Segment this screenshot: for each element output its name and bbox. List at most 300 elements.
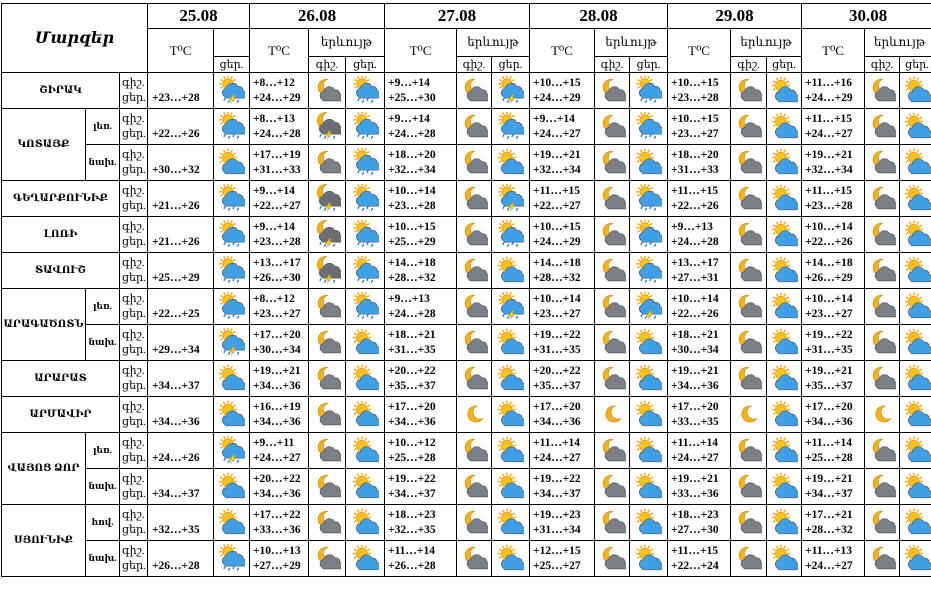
temperature-day1: +21…+26: [148, 217, 214, 253]
sun-cloud-rain-icon: [218, 292, 245, 322]
temperature-range: [668, 181, 731, 217]
temperature-range: [530, 181, 595, 217]
moon-cloud-icon: [735, 220, 762, 250]
temperature-range: [530, 505, 595, 541]
night-temperature: +18…+20: [388, 148, 436, 161]
weather-icon: [309, 397, 346, 433]
day-temperature: +31…+35: [533, 343, 581, 356]
night-temperature: +9…+11: [253, 436, 295, 449]
weather-icon: [900, 505, 931, 541]
temperature-day1: +34…+37: [148, 361, 214, 397]
temperature-day1: +23…+28: [148, 73, 214, 109]
weather-icon: [492, 397, 530, 433]
moon-cloud-icon: [735, 148, 762, 178]
day-temperature: +35…+37: [805, 379, 853, 392]
sun-cloud-icon: [904, 112, 931, 142]
weather-icon: [309, 217, 346, 253]
day-temperature: +27…+31: [671, 271, 719, 284]
night-label: գիշ.: [122, 184, 145, 197]
night-temperature: +20…+22: [388, 364, 436, 377]
moon-cloud-icon: [869, 292, 896, 322]
moon-cloud-icon: [314, 436, 341, 466]
weather-icon: [595, 217, 630, 253]
sun-cloud-rain-icon: [635, 220, 662, 250]
weather-icon: [492, 217, 530, 253]
temperature-range: [530, 541, 595, 577]
sun-cloud-rain-icon: [218, 256, 245, 286]
weather-icon: [767, 109, 802, 145]
moon-cloud-icon: [735, 76, 762, 106]
day-temperature: +25…+29: [388, 235, 436, 248]
night-temperature: +16…+19: [253, 400, 301, 413]
day-subheader: ցեր.: [214, 57, 250, 73]
temperature-range: [802, 505, 865, 541]
night-temperature: +13…+17: [253, 256, 301, 269]
night-temperature: +19…+21: [533, 148, 581, 161]
temperature-range: [530, 397, 595, 433]
night-temperature: +19…+21: [671, 364, 719, 377]
moon-cloud-icon: [869, 112, 896, 142]
night-subheader: գիշ.: [731, 57, 767, 73]
day-temperature: +34…+36: [253, 379, 301, 392]
weather-icon: [630, 433, 668, 469]
region-name: ՍՅՈՒՆԻՔ: [2, 505, 86, 577]
night-label: գիշ.: [122, 400, 145, 413]
weather-icon: [457, 505, 492, 541]
sun-cloud-rain-icon: [352, 220, 379, 250]
sun-cloud-icon: [904, 220, 931, 250]
temperature-day1: +21…+26: [148, 181, 214, 217]
weather-icon: [900, 361, 931, 397]
temperature-range: [385, 289, 457, 325]
sun-cloud-icon: [635, 436, 662, 466]
weather-icon: [595, 541, 630, 577]
temperature-range: [385, 361, 457, 397]
temperature-range: [668, 253, 731, 289]
night-day-label: [120, 145, 148, 181]
subregion-label: լեռ.: [86, 109, 120, 145]
night-temperature: +19…+23: [533, 508, 581, 521]
moon-cloud-icon: [869, 544, 896, 574]
temperature-range: [668, 361, 731, 397]
moon-cloud-icon: [314, 148, 341, 178]
table-row: [2, 433, 931, 469]
table-row: [2, 253, 931, 289]
day-temperature: +30…+34: [253, 343, 301, 356]
sun-cloud-rain-icon: [218, 184, 245, 214]
weather-icon: [595, 253, 630, 289]
sun-cloud-icon: [771, 184, 798, 214]
sun-cloud-rain-icon: [497, 112, 524, 142]
temperature-range: [530, 325, 595, 361]
weather-icon: [214, 469, 250, 505]
day-temperature: +34…+36: [253, 487, 301, 500]
night-subheader: գիշ.: [457, 57, 492, 73]
night-temperature: +19…+21: [805, 472, 853, 485]
temp-column-header: T⁰C: [250, 29, 309, 73]
weather-icon: [309, 289, 346, 325]
temperature-range: [530, 145, 595, 181]
day-temperature: +28…+32: [388, 271, 436, 284]
night-label: գիշ.: [122, 508, 145, 521]
table-row: [2, 505, 931, 541]
day-temperature: +22…+27: [253, 199, 301, 212]
weather-icon: [309, 325, 346, 361]
sun-cloud-icon: [218, 364, 245, 394]
weather-icon: [309, 253, 346, 289]
region-name: ԼՈՌԻ: [2, 217, 120, 253]
sun-cloud-rain-icon: [635, 76, 662, 106]
night-temperature: +17…+20: [805, 400, 853, 413]
weather-icon: [492, 73, 530, 109]
weather-icon: [865, 361, 900, 397]
weather-icon: [767, 469, 802, 505]
subregion-label: նախ.: [86, 325, 120, 361]
day-temperature: +34…+36: [805, 415, 853, 428]
weather-icon: [346, 145, 385, 181]
sun-cloud-rain-storm-icon: [497, 76, 524, 106]
night-temperature: +17…+22: [253, 508, 301, 521]
night-temperature: +10…+14: [533, 292, 581, 305]
day-label: ցեր.: [122, 235, 146, 248]
moon-cloud-icon: [461, 472, 488, 502]
day-temperature: +34…+37: [388, 487, 436, 500]
region-column-header: Մարզեր: [2, 4, 148, 73]
night-temperature: +19…+21: [805, 148, 853, 161]
temperature-range: [668, 397, 731, 433]
sun-cloud-icon: [497, 472, 524, 502]
day-temperature: +23…+28: [253, 235, 301, 248]
moon-cloud-icon: [869, 472, 896, 502]
temperature-day1: +22…+26: [148, 109, 214, 145]
temperature-day1: +26…+28: [148, 541, 214, 577]
night-temperature: +10…+15: [671, 76, 719, 89]
sun-cloud-icon: [497, 148, 524, 178]
sun-cloud-icon: [771, 544, 798, 574]
weather-icon: [214, 109, 250, 145]
temperature-day1: +29…+34: [148, 325, 214, 361]
day-temperature: +25…+28: [388, 451, 436, 464]
date-header: 27.08: [385, 4, 530, 29]
moon-icon: [869, 400, 896, 430]
weather-icon: [457, 397, 492, 433]
weather-icon: [595, 181, 630, 217]
weather-icon: [900, 325, 931, 361]
moon-icon: [735, 400, 762, 430]
night-temperature: +18…+20: [671, 148, 719, 161]
weather-icon: [595, 505, 630, 541]
day-temperature: +32…+35: [388, 523, 436, 536]
date-header: 25.08: [148, 4, 250, 29]
night-subheader: գիշ.: [865, 57, 900, 73]
night-temperature: +18…+21: [671, 328, 719, 341]
moon-cloud-icon: [735, 544, 762, 574]
weather-icon: [492, 433, 530, 469]
sun-cloud-rain-icon: [352, 148, 379, 178]
night-temperature: +14…+18: [805, 256, 853, 269]
night-temperature: +19…+22: [388, 472, 436, 485]
sun-cloud-icon: [904, 256, 931, 286]
day-temperature: +25…+28: [805, 451, 853, 464]
weather-icon: [767, 541, 802, 577]
moon-cloud-icon: [869, 328, 896, 358]
moon-cloud-storm-icon: [314, 112, 341, 142]
temperature-range: [250, 73, 309, 109]
sun-cloud-icon: [497, 328, 524, 358]
day-temperature: +24…+27: [805, 559, 853, 572]
moon-cloud-icon: [599, 472, 626, 502]
weather-icon: [457, 289, 492, 325]
weather-icon: [346, 541, 385, 577]
moon-cloud-icon: [599, 544, 626, 574]
moon-cloud-icon: [599, 328, 626, 358]
sun-cloud-rain-storm-icon: [635, 292, 662, 322]
day-temperature: +25…+30: [388, 91, 436, 104]
day-temperature: +27…+30: [671, 523, 719, 536]
night-temperature: +9…+13: [388, 292, 430, 305]
weather-icon: [214, 541, 250, 577]
day-temperature: +35…+37: [388, 379, 436, 392]
weather-icon: [457, 217, 492, 253]
sun-cloud-icon: [218, 400, 245, 430]
night-label: գիշ.: [122, 292, 145, 305]
sun-cloud-icon: [635, 328, 662, 358]
moon-cloud-icon: [314, 364, 341, 394]
weather-icon: [214, 361, 250, 397]
night-temperature: +8…+12: [253, 76, 295, 89]
night-day-label: [120, 73, 148, 109]
weather-icon: [865, 217, 900, 253]
night-temperature: +11…+15: [805, 184, 853, 197]
forecast-table: [1, 3, 931, 577]
temperature-range: [250, 541, 309, 577]
night-temperature: +19…+22: [805, 328, 853, 341]
night-label: գիշ.: [122, 364, 145, 377]
temperature-range: [668, 289, 731, 325]
date-header: 28.08: [530, 4, 668, 29]
temperature-range: [250, 361, 309, 397]
weather-icon: [900, 73, 931, 109]
day-temperature: +31…+33: [671, 163, 719, 176]
weather-icon: [492, 505, 530, 541]
moon-cloud-icon: [869, 76, 896, 106]
weather-icon: [630, 289, 668, 325]
sun-cloud-icon: [497, 544, 524, 574]
day-temperature: +23…+28: [671, 91, 719, 104]
day-temperature: +25…+27: [533, 559, 581, 572]
weather-icon: [865, 505, 900, 541]
moon-cloud-icon: [735, 472, 762, 502]
weather-icon: [865, 73, 900, 109]
moon-cloud-icon: [735, 436, 762, 466]
weather-icon: [309, 433, 346, 469]
night-temperature: +9…+14: [388, 112, 430, 125]
day-temperature: +23…+28: [805, 199, 853, 212]
sun-cloud-rain-icon: [635, 256, 662, 286]
weather-icon: [214, 181, 250, 217]
weather-icon: [346, 289, 385, 325]
temperature-range: [385, 145, 457, 181]
weather-icon: [457, 541, 492, 577]
moon-cloud-icon: [735, 508, 762, 538]
night-subheader: գիշ.: [595, 57, 630, 73]
sun-cloud-icon: [771, 508, 798, 538]
weather-icon: [865, 181, 900, 217]
day-temperature: +23…+27: [671, 127, 719, 140]
night-label: գիշ.: [122, 472, 145, 485]
day-temperature: +34…+36: [671, 379, 719, 392]
day-temperature: +22…+27: [533, 199, 581, 212]
day-temperature: +22…+26: [671, 307, 719, 320]
date-header: 26.08: [250, 4, 385, 29]
sun-cloud-icon: [497, 400, 524, 430]
night-temperature: +10…+12: [388, 436, 436, 449]
night-temperature: +11…+14: [388, 544, 435, 557]
night-temperature: +11…+14: [671, 436, 719, 449]
weather-icon: [900, 253, 931, 289]
weather-icon: [595, 469, 630, 505]
sun-cloud-icon: [352, 544, 379, 574]
sun-cloud-icon: [635, 400, 662, 430]
moon-cloud-icon: [314, 292, 341, 322]
temperature-range: [250, 217, 309, 253]
sun-cloud-icon: [771, 292, 798, 322]
weather-icon: [457, 181, 492, 217]
weather-icon: [767, 505, 802, 541]
weather-icon: [457, 253, 492, 289]
moon-cloud-storm-icon: [314, 184, 341, 214]
day-label: ցեր.: [122, 415, 146, 428]
night-day-label: [120, 361, 148, 397]
night-temperature: +9…+14: [253, 184, 295, 197]
weather-column-header: երևույթ: [309, 29, 385, 57]
region-name: ԳԵՂԱՐՔՈՒՆԻՔ: [2, 181, 120, 217]
weather-icon: [309, 505, 346, 541]
temperature-range: [668, 433, 731, 469]
night-temperature: +10…+15: [671, 112, 719, 125]
moon-cloud-icon: [869, 508, 896, 538]
weather-icon: [214, 505, 250, 541]
weather-icon: [731, 325, 767, 361]
day-temperature: +34…+37: [533, 487, 581, 500]
day-temperature: +26…+29: [805, 271, 853, 284]
weather-icon: [457, 469, 492, 505]
weather-icon: [346, 505, 385, 541]
weather-icon: [595, 145, 630, 181]
sun-cloud-rain-icon: [352, 256, 379, 286]
sun-cloud-rain-icon: [635, 184, 662, 214]
weather-icon: [492, 469, 530, 505]
weather-icon: [900, 217, 931, 253]
table-row: [2, 541, 931, 577]
moon-cloud-icon: [599, 76, 626, 106]
temperature-range: [530, 73, 595, 109]
temperature-range: [802, 289, 865, 325]
moon-cloud-icon: [599, 112, 626, 142]
moon-cloud-icon: [314, 472, 341, 502]
sun-cloud-rain-storm-icon: [497, 184, 524, 214]
region-name: ԱՐԱՐԱՏ: [2, 361, 120, 397]
day-temperature: +34…+36: [533, 415, 581, 428]
weather-icon: [595, 325, 630, 361]
day-temperature: +28…+32: [533, 271, 581, 284]
weather-icon: [457, 73, 492, 109]
night-day-label: [120, 109, 148, 145]
moon-cloud-icon: [461, 148, 488, 178]
temperature-range: [385, 397, 457, 433]
table-row: [2, 145, 931, 181]
weather-column-header: երևույթ: [731, 29, 802, 57]
weather-icon: [595, 109, 630, 145]
weather-icon: [900, 541, 931, 577]
temperature-range: [668, 145, 731, 181]
moon-cloud-icon: [461, 76, 488, 106]
temperature-range: [530, 361, 595, 397]
weather-column-header: երևույթ: [595, 29, 668, 57]
table-row: [2, 181, 931, 217]
night-temperature: +11…+15: [533, 184, 581, 197]
day-temperature: +32…+34: [533, 163, 581, 176]
weather-icon: [767, 145, 802, 181]
night-temperature: +11…+14: [533, 436, 581, 449]
night-temperature: +17…+20: [533, 400, 581, 413]
weather-icon: [309, 541, 346, 577]
temperature-range: [385, 73, 457, 109]
sun-cloud-icon: [904, 328, 931, 358]
temperature-range: [802, 469, 865, 505]
night-day-label: [120, 181, 148, 217]
weather-icon: [731, 541, 767, 577]
weather-icon: [214, 289, 250, 325]
sun-cloud-icon: [904, 292, 931, 322]
region-name: ՎԱՅՈՑ ՁՈՐ: [2, 433, 86, 505]
weather-icon: [900, 433, 931, 469]
weather-icon: [731, 361, 767, 397]
moon-cloud-icon: [461, 328, 488, 358]
weather-icon: [767, 325, 802, 361]
sun-cloud-rain-icon: [352, 112, 379, 142]
sun-cloud-icon: [771, 256, 798, 286]
temperature-range: [668, 469, 731, 505]
temperature-range: [530, 217, 595, 253]
region-name: ՇԻՐԱԿ: [2, 73, 120, 109]
day-temperature: +31…+35: [805, 343, 853, 356]
night-temperature: +11…+15: [671, 544, 719, 557]
temperature-range: [530, 433, 595, 469]
sun-cloud-icon: [771, 76, 798, 106]
night-temperature: +9…+14: [388, 76, 430, 89]
moon-cloud-icon: [735, 364, 762, 394]
weather-icon: [767, 181, 802, 217]
table-row: [2, 289, 931, 325]
night-temperature: +10…+14: [388, 184, 436, 197]
sun-cloud-icon: [352, 508, 379, 538]
weather-column-header: [214, 29, 250, 57]
moon-cloud-icon: [869, 436, 896, 466]
subregion-label: նախ.: [86, 469, 120, 505]
night-temperature: +17…+21: [805, 508, 853, 521]
day-temperature: +31…+33: [253, 163, 301, 176]
moon-icon: [461, 400, 488, 430]
sun-cloud-rain-icon: [218, 544, 245, 574]
day-subheader: ցեր.: [346, 57, 385, 73]
weather-icon: [492, 289, 530, 325]
weather-icon: [900, 181, 931, 217]
night-temperature: +19…+22: [533, 328, 581, 341]
weather-icon: [630, 181, 668, 217]
day-label: ցեր.: [122, 127, 146, 140]
sun-cloud-icon: [904, 544, 931, 574]
